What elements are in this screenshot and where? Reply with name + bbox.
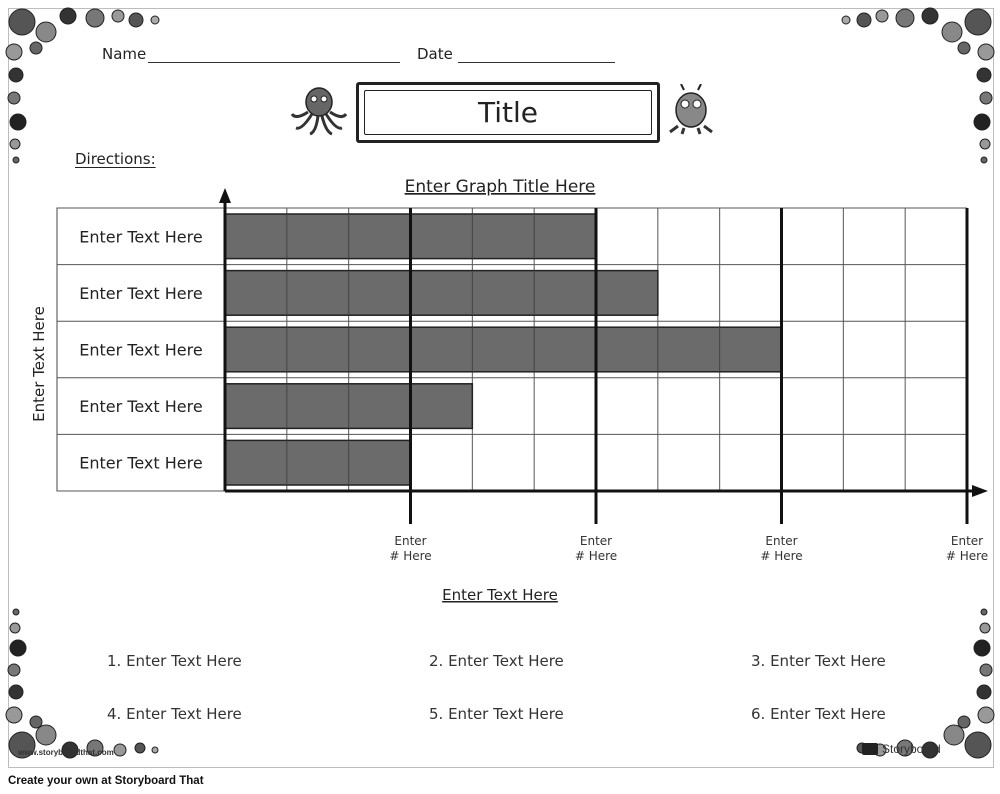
x-tick-label: # Here xyxy=(760,549,803,563)
question-5[interactable]: 5. Enter Text Here xyxy=(429,705,564,723)
footer-link[interactable]: Create your own at Storyboard That xyxy=(8,775,204,787)
x-tick-label: # Here xyxy=(574,549,618,563)
question-2[interactable]: 2. Enter Text Here xyxy=(429,652,564,670)
footer xyxy=(0,770,1000,794)
x-tick-label: Enter xyxy=(579,534,613,548)
category-label: Enter Text Here xyxy=(79,340,203,360)
corner-decoration-bottom-right xyxy=(857,609,994,758)
question-4[interactable]: 4. Enter Text Here xyxy=(107,705,242,723)
date-label: Date xyxy=(417,45,453,63)
question-6[interactable]: 6. Enter Text Here xyxy=(751,705,886,723)
x-tick-label: # Here xyxy=(945,549,989,563)
chart-title: Enter Graph Title Here xyxy=(404,177,596,197)
y-axis-label: Enter Text Here xyxy=(30,306,48,422)
x-tick-label: Enter xyxy=(950,534,984,548)
storyboard-logo-text: Storyboard xyxy=(882,742,941,756)
directions-label: Directions: xyxy=(75,150,156,168)
category-label: Enter Text Here xyxy=(79,283,203,303)
category-label: Enter Text Here xyxy=(79,453,203,473)
bar xyxy=(225,271,658,316)
x-axis-arrow xyxy=(972,485,988,497)
watermark-url: www.storyboardthat.com xyxy=(18,748,114,757)
bar xyxy=(225,440,411,485)
x-axis-label: Enter Text Here xyxy=(442,586,558,604)
worksheet-title[interactable]: Title xyxy=(364,90,652,135)
storyboard-logo-icon xyxy=(862,743,878,755)
corner-decoration-bottom-left xyxy=(6,609,158,758)
y-axis-arrow xyxy=(219,188,231,203)
bar xyxy=(225,327,782,372)
question-3[interactable]: 3. Enter Text Here xyxy=(751,652,886,670)
category-label: Enter Text Here xyxy=(79,397,203,417)
question-1[interactable]: 1. Enter Text Here xyxy=(107,652,242,670)
x-tick-label: Enter xyxy=(394,534,427,548)
storyboard-logo xyxy=(862,742,941,756)
name-label: Name xyxy=(102,45,147,63)
category-label: Enter Text Here xyxy=(79,227,203,247)
x-tick-label: Enter xyxy=(765,534,798,548)
x-tick-label: # Here xyxy=(389,549,432,563)
